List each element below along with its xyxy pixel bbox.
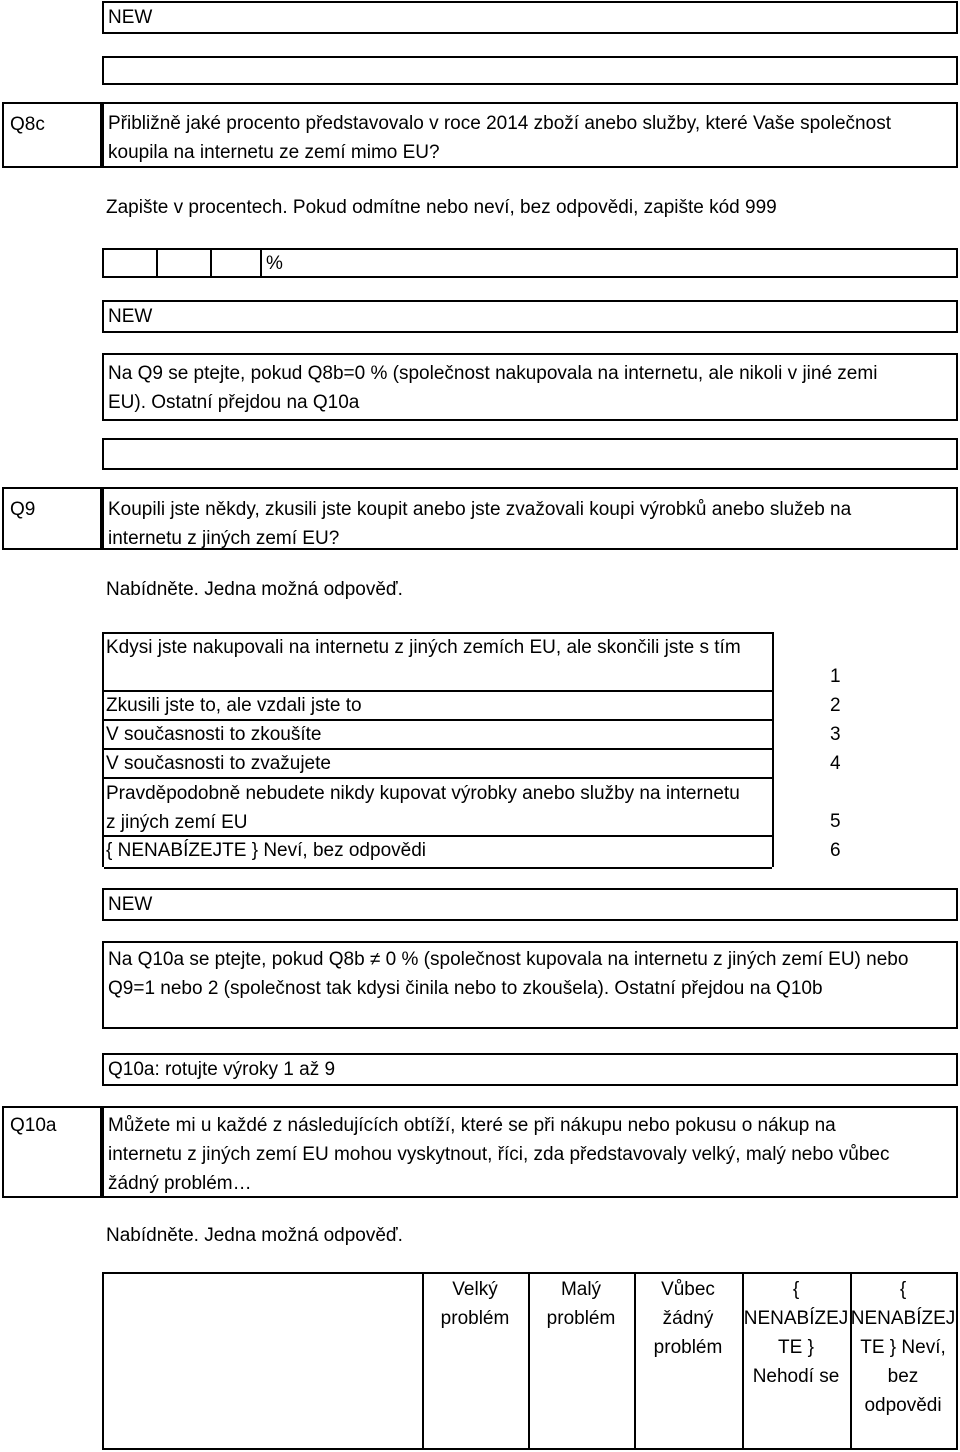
q9-option-4[interactable]: [104, 750, 772, 779]
new-label-2: NEW: [108, 306, 153, 327]
q10a-id: Q10a: [10, 1115, 57, 1136]
digit-cell-3[interactable]: [212, 250, 262, 276]
filter-q9-line2: EU). Ostatní přejdou na Q10a: [108, 392, 360, 413]
q10a-col-header-4: [742, 1275, 850, 1391]
rotation-note-box: [102, 1053, 958, 1086]
new-label-3: NEW: [108, 894, 153, 915]
q10a-col-header-1: [422, 1275, 528, 1333]
q10a-col-header-2: [528, 1275, 634, 1333]
empty-field-2[interactable]: [102, 438, 958, 470]
filter-q10a-box: [102, 941, 958, 1029]
q10a-col-header-5-line1: {: [899, 1279, 907, 1300]
q9-id: Q9: [10, 499, 36, 520]
q8c-question-line1: Přibližně jaké procento představovalo v roce 2014 zboží anebo služby, které Vaše společnost: [108, 113, 891, 134]
q9-instruction: Nabídněte. Jedna možná odpověď.: [106, 579, 403, 600]
q9-question-line1: Koupili jste někdy, zkusili jste koupit anebo jste zvažovali koupi výrobků anebo služeb na: [108, 499, 852, 520]
q10a-col-header-4-line1: {: [792, 1279, 800, 1300]
q10a-col-header-5-line4: bez: [887, 1366, 919, 1387]
rotation-note: Q10a: rotujte výroky 1 až 9: [108, 1059, 336, 1080]
q10a-col-header-2-line2: problém: [546, 1308, 616, 1329]
q10a-col-header-5-line3: TE } Neví,: [860, 1337, 946, 1358]
q10a-col-header-5-line5: odpovědi: [864, 1395, 942, 1416]
q10a-col-header-5: [850, 1275, 956, 1420]
new-label: NEW: [108, 7, 153, 28]
q9-option-5-label-line2: z jiných zemí EU: [106, 812, 248, 833]
q10a-col-header-5-line2: NENABÍZEJ: [850, 1308, 956, 1329]
filter-q9-line1: Na Q9 se ptejte, pokud Q8b=0 % (společnost nakupovala na internetu, ale nikoli v jiné zemi: [108, 363, 878, 384]
empty-field[interactable]: [102, 56, 958, 85]
q10a-col-header-3: [634, 1275, 742, 1362]
filter-q10a-line2: Q9=1 nebo 2 (společnost tak kdysi činila nebo to zkoušela). Ostatní přejdou na Q10b: [108, 978, 823, 999]
q9-option-4-label: V současnosti to zvažujete: [106, 753, 331, 774]
q10a-col-header-3-line3: problém: [653, 1337, 723, 1358]
q10a-col-header-3-line2: žádný: [662, 1308, 714, 1329]
q8c-instruction: Zapište v procentech. Pokud odmítne nebo neví, bez odpovědi, zapište kód 999: [106, 197, 777, 218]
q9-option-3-label: V současnosti to zkoušíte: [106, 724, 322, 745]
q8c-question-box: [102, 102, 958, 168]
q10a-instruction: Nabídněte. Jedna možná odpověď.: [106, 1225, 403, 1246]
filter-q10a-line1: Na Q10a se ptejte, pokud Q8b ≠ 0 % (společnost kupovala na internetu z jiných zemí EU) nebo: [108, 949, 909, 970]
digit-cell-2[interactable]: [158, 250, 212, 276]
q9-option-6-label: { NENABÍZEJTE } Neví, bez odpovědi: [106, 840, 426, 861]
q10a-statement-column: [104, 1274, 424, 1448]
q9-code-2: 2: [830, 695, 841, 716]
percent-unit: %: [266, 253, 283, 274]
q9-option-2-label: Zkusili jste to, ale vzdali jste to: [106, 695, 362, 716]
q9-option-1-label: Kdysi jste nakupovali na internetu z jiných zemích EU, ale skončili jste s tím: [106, 637, 741, 658]
q9-code-5: 5: [830, 811, 841, 832]
q9-code-6: 6: [830, 840, 841, 861]
q10a-col-header-4-line2: NENABÍZEJ: [743, 1308, 849, 1329]
q9-code-1: 1: [830, 666, 841, 687]
q9-options-list: [102, 632, 774, 867]
q8c-question-line2: koupila na internetu ze zemí mimo EU?: [108, 142, 440, 163]
q9-question-box: [102, 487, 958, 550]
q9-id-box: [2, 487, 102, 550]
q9-option-2[interactable]: [104, 692, 772, 721]
q8c-id-box: [2, 102, 102, 168]
q10a-col-header-2-line1: Malý: [560, 1279, 602, 1300]
q9-option-1[interactable]: [104, 634, 772, 692]
digit-cell-1[interactable]: [104, 250, 158, 276]
q9-option-5-label-line1: Pravděpodobně nebudete nikdy kupovat výrobky anebo služby na internetu: [106, 783, 740, 804]
new-label-box: [102, 1, 958, 34]
q9-code-3: 3: [830, 724, 841, 745]
q9-option-6[interactable]: [104, 837, 772, 869]
q9-option-3[interactable]: [104, 721, 772, 750]
q10a-col-header-1-line1: Velký: [452, 1279, 498, 1300]
new-label-box-2: [102, 300, 958, 333]
q10a-question-line3: žádný problém…: [108, 1173, 252, 1194]
q9-option-5[interactable]: [104, 779, 772, 837]
q10a-col-header-1-line2: problém: [440, 1308, 510, 1329]
q10a-col-header-4-line4: Nehodí se: [752, 1366, 840, 1387]
q10a-question-line1: Můžete mi u každé z následujících obtíží, které se při nákupu nebo pokusu o nákup na: [108, 1115, 836, 1136]
q10a-question-box: [102, 1106, 958, 1198]
filter-q9-box: [102, 353, 958, 421]
q8c-id: Q8c: [10, 114, 45, 135]
q9-question-line2: internetu z jiných zemí EU?: [108, 528, 340, 549]
new-label-box-3: [102, 888, 958, 921]
q10a-question-line2: internetu z jiných zemí EU mohou vyskytnout, říci, zda představovaly velký, malý nebo vůbec: [108, 1144, 890, 1165]
percent-entry[interactable]: [102, 248, 958, 278]
q10a-col-header-3-line1: Vůbec: [661, 1279, 715, 1300]
q10a-col-header-4-line3: TE }: [778, 1337, 814, 1358]
q10a-id-box: [2, 1106, 102, 1198]
q9-code-4: 4: [830, 753, 841, 774]
